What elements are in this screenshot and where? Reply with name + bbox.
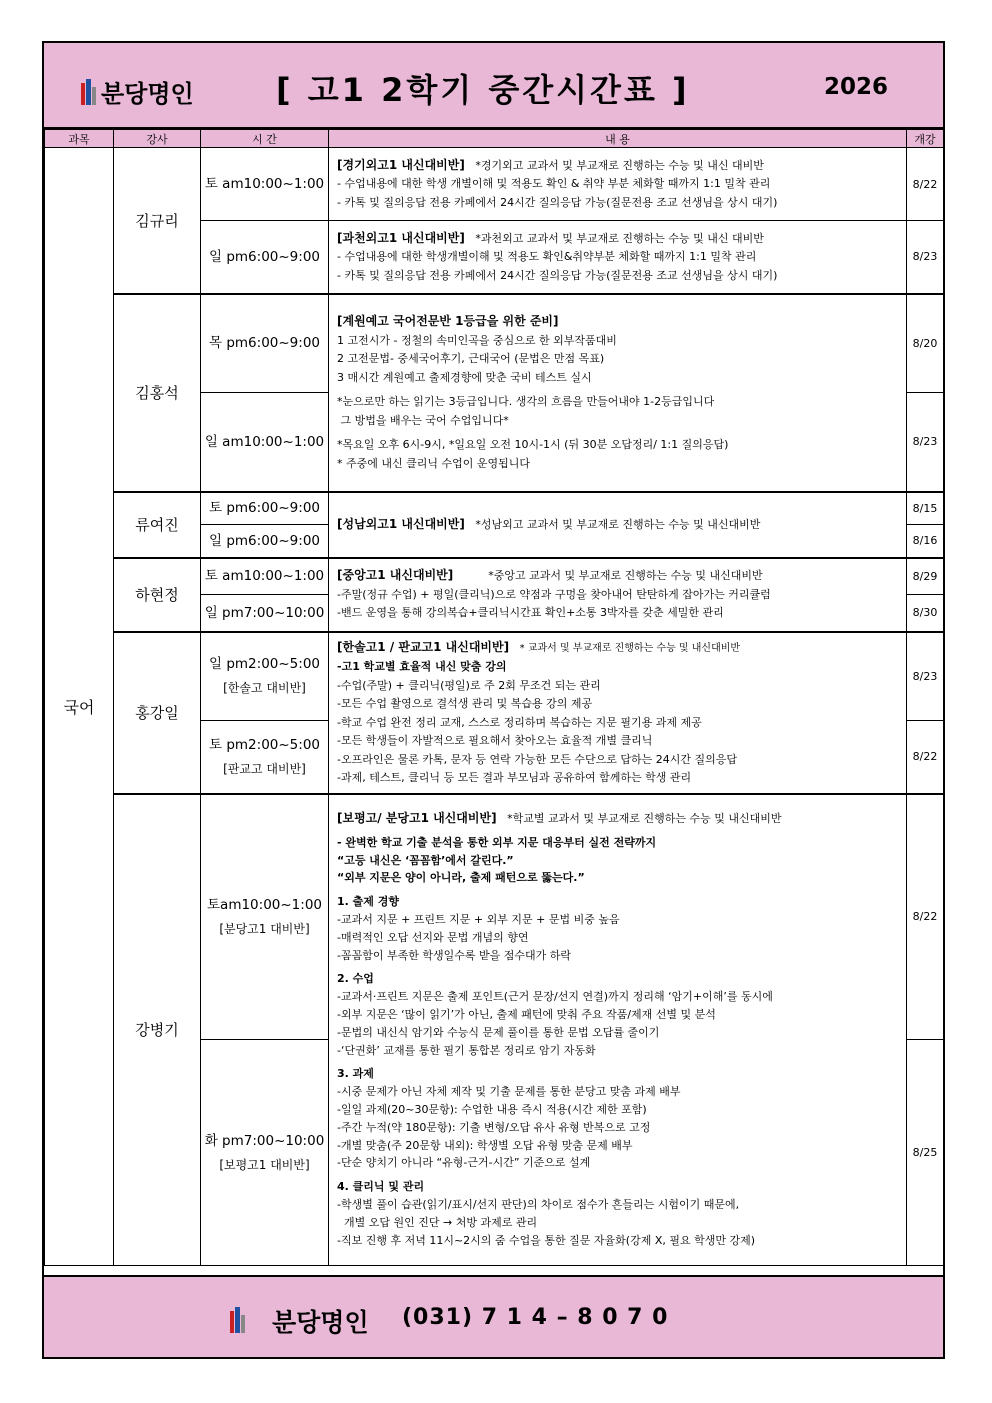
schedule-frame [42, 41, 945, 1359]
academy-logo-icon [81, 79, 97, 105]
content-cell: [경기외고1 내신대비반] *경기외고 교과서 및 부교재로 진행하는 수능 및 내신 대비반 - 수업내용에 대한 학생 개별이해 및 적용도 확인 & 취약 부분 체화할 때까지 1:1 밀착 관리 - 카톡 및 질의응답 전용 카페에서 24시간 질의응답 가능(질문전용 조교 선생님을 상시 대기) [329, 148, 907, 221]
footer-banner [44, 1275, 943, 1357]
start-date: 8/16 [907, 525, 944, 558]
start-date: 8/29 [907, 558, 944, 595]
time-cell: 토 pm6:00~9:00 [201, 492, 329, 525]
table-row [45, 632, 944, 721]
start-date: 8/23 [907, 393, 944, 492]
table-row [45, 558, 944, 595]
teacher-cell: 강병기 [114, 794, 201, 1266]
brand-name: 분당명인 [101, 80, 194, 108]
table-row [45, 794, 944, 1040]
teacher-cell: 김규리 [114, 148, 201, 294]
table-header-row [45, 130, 944, 148]
year-label: 2026 [824, 74, 889, 100]
time-cell: 일 pm7:00~10:00 [201, 595, 329, 632]
teacher-cell: 홍강일 [114, 632, 201, 794]
time-cell: 일 pm2:00~5:00 [한솔고 대비반] [201, 632, 329, 721]
time-cell: 목 pm6:00~9:00 [201, 294, 329, 393]
content-cell: [계원예고 국어전문반 1등급을 위한 준비] 1 고전시가 - 정철의 속미인곡을 중심으로 한 외부작품대비 2 고전문법- 중세국어후기, 근대국어 (문법은 만점 목표) 3 매시간 계원예고 출제경향에 맞춘 국비 테스트 실시 *눈으로만 하는 읽기는 3등급입니다. 생각의 흐름을 만들어내야 1-2등급입니다 그 방법을 배우는 국어 수업입니다* *목요일 오후 6시-9시, *일요일 오전 10시-1시 (뒤 30분 오답정리/ 1:1 질의응답) * 주중에 내신 클리닉 수업이 운영됩니다 [329, 294, 907, 492]
schedule-table [44, 129, 944, 1266]
content-cell: [중앙고1 내신대비반] *중앙고 교과서 및 부교재로 진행하는 수능 및 내신대비반 -주말(정규 수업) + 평일(클리닉)으로 약점과 구멍을 찾아내어 탄탄하게 잡아가는 커리큘럼 -밴드 운영을 통해 강의복습+클리닉시간표 확인+소통 3박자를 갖춘 세밀한 관리 [329, 558, 907, 632]
time-cell: 일 pm6:00~9:00 [201, 525, 329, 558]
table-row [45, 492, 944, 525]
col-time: 시 간 [201, 130, 329, 148]
academy-logo-icon [230, 1307, 246, 1333]
time-cell: 일 am10:00~1:00 [201, 393, 329, 492]
start-date: 8/23 [907, 632, 944, 721]
content-cell: [과천외고1 내신대비반] *과천외고 교과서 및 부교재로 진행하는 수능 및 내신 대비반 - 수업내용에 대한 학생개별이해 및 적용도 확인&취약부분 체화할 때까지 1:1 밀착 관리 - 카톡 및 질의응답 전용 카페에서 24시간 질의응답 가능(질문전용 조교 선생님을 상시 대기) [329, 221, 907, 294]
start-date: 8/15 [907, 492, 944, 525]
start-date: 8/25 [907, 1040, 944, 1266]
table-row [45, 148, 944, 221]
time-cell: 토 am10:00~1:00 [201, 148, 329, 221]
start-date: 8/22 [907, 148, 944, 221]
teacher-cell: 류여진 [114, 492, 201, 558]
start-date: 8/30 [907, 595, 944, 632]
start-date: 8/23 [907, 221, 944, 294]
subject-cell: 국어 [45, 148, 114, 1266]
col-subject: 과목 [45, 130, 114, 148]
teacher-cell: 김홍석 [114, 294, 201, 492]
start-date: 8/20 [907, 294, 944, 393]
content-cell: [보평고/ 분당고1 내신대비반] *학교별 교과서 및 부교재로 진행하는 수능 및 내신대비반 - 완벽한 학교 기출 분석을 통한 외부 지문 대응부터 실전 전략까지 “고등 내신은 ‘꼼꼼함’에서 갈린다.” “외부 지문은 양이 아니라, 출제 패턴으로 뚫는다.” 1. 출제 경향 -교과서 지문 + 프린트 지문 + 외부 지문 + 문법 비중 높음 -매력적인 오답 선지와 문법 개념의 향연 -꼼꼼함이 부족한 학생일수록 받을 점수대가 하락 2. 수업 -교과서·프린트 지문은 출제 포인트(근거 문장/선지 연결)까지 정리해 ‘암기+이해’를 동시에 -외부 지문은 ‘많이 읽기’가 아닌, 출제 패턴에 맞춰 주요 작품/제재 선별 및 분석 -문법의 내신식 암기와 수능식 문제 풀이를 통한 문법 오답률 줄이기 -‘단권화’ 교재를 통한 필기 통합본 정리로 암기 자동화 3. 과제 -시중 문제가 아닌 자체 제작 및 기출 문제를 통한 분당고 맞춤 과제 배부 -일일 과제(20~30문항): 수업한 내용 즉시 적용(시간 제한 포함) -주간 누적(약 180문항): 기출 변형/오답 유사 유형 반복으로 고정 -개별 맞춤(주 20문항 내외): 학생별 오답 유형 맞춤 문제 배부 -단순 양치기 아니라 “유형-근거-시간” 기준으로 설계 4. 클리닉 및 관리 -학생별 풀이 습관(읽기/표시/선지 판단)의 차이로 점수가 흔들리는 시험이기 때문에, 개별 오답 원인 진단 → 처방 과제로 관리 -직보 진행 후 저녁 11시~2시의 줌 수업을 통한 질문 자율화(강제 X, 필요 학생만 강제) [329, 794, 907, 1266]
phone-number: (031) 7 1 4 – 8 0 7 0 [402, 1305, 669, 1330]
page-title: [ 고1 2학기 중간시간표 ] [276, 71, 690, 109]
col-teacher: 강사 [114, 130, 201, 148]
col-content: 내 용 [329, 130, 907, 148]
start-date: 8/22 [907, 721, 944, 794]
start-date: 8/22 [907, 794, 944, 1040]
footer-brand-name: 분당명인 [272, 1308, 369, 1337]
time-cell: 일 pm6:00~9:00 [201, 221, 329, 294]
teacher-cell: 하현정 [114, 558, 201, 632]
col-start: 개강 [907, 130, 944, 148]
time-cell: 화 pm7:00~10:00 [보평고1 대비반] [201, 1040, 329, 1266]
time-cell: 토 pm2:00~5:00 [판교고 대비반] [201, 721, 329, 794]
content-cell: [한솔고1 / 판교고1 내신대비반] * 교과서 및 부교재로 진행하는 수능 및 내신대비반 -고1 학교별 효율적 내신 맞춤 강의 -수업(주말) + 클리닉(평일)로 주 2회 무조건 되는 관리 -모든 수업 촬영으로 결석생 관리 및 복습용 강의 제공 -학교 수업 완전 정리 교재, 스스로 정리하며 복습하는 지문 필기용 과제 제공 -모든 학생들이 자발적으로 필요해서 찾아오는 효율적 개별 클리닉 -오프라인은 물론 카톡, 문자 등 연락 가능한 모든 수단으로 답하는 24시간 질의응답 -과제, 테스트, 클리닉 등 모든 결과 부모님과 공유하여 함께하는 학생 관리 [329, 632, 907, 794]
table-row [45, 294, 944, 393]
content-cell: [성남외고1 내신대비반] *성남외고 교과서 및 부교재로 진행하는 수능 및 내신대비반 [329, 492, 907, 558]
time-cell: 토am10:00~1:00 [분당고1 대비반] [201, 794, 329, 1040]
time-cell: 토 am10:00~1:00 [201, 558, 329, 595]
header-banner [44, 43, 943, 129]
